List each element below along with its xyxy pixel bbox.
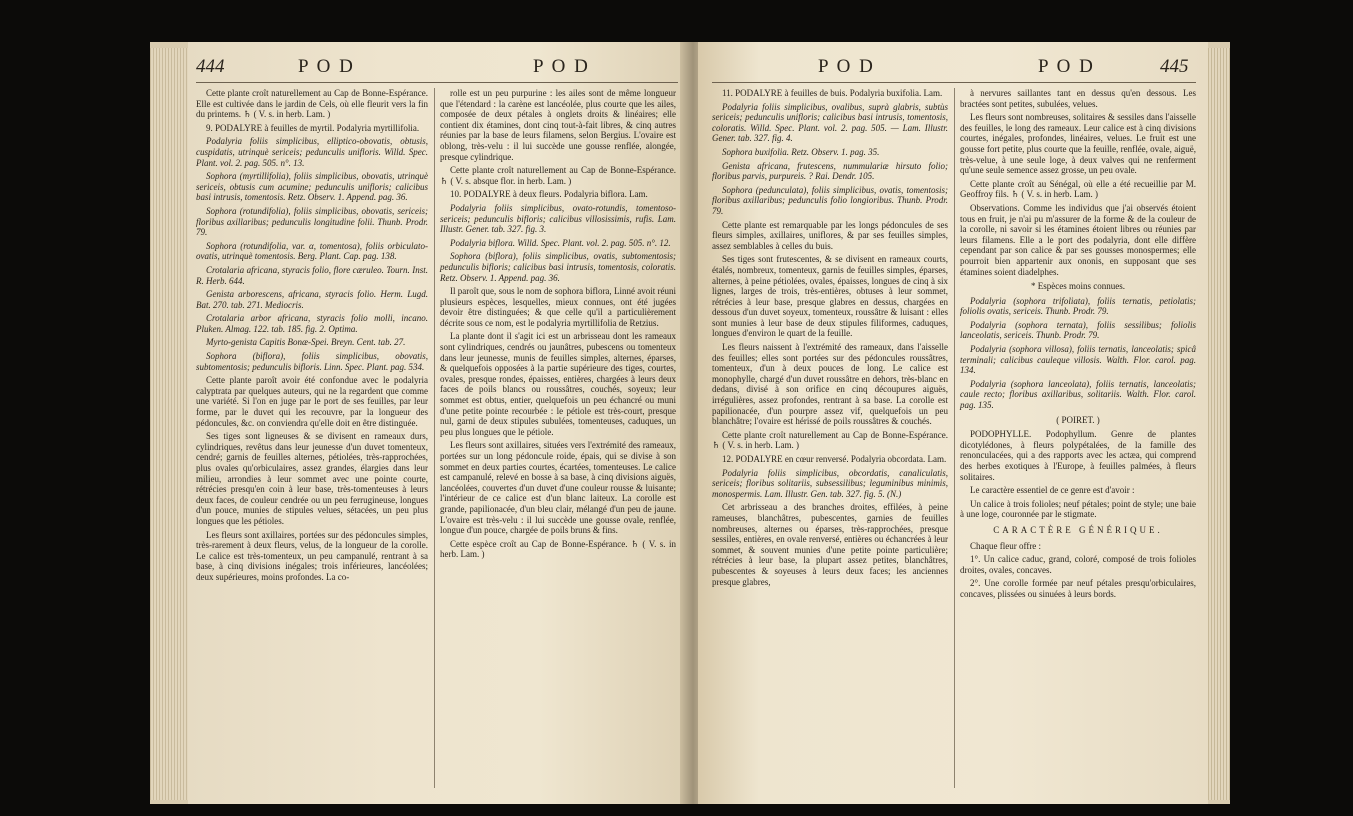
paragraph: Cette plante croît naturellement au Cap de Bonne-Espérance. Elle est cultivée dans le jardin de Cels, où elle fleurit vers la fin du printems. ♄ ( V. s. in herb. Lam. ) [196,88,428,120]
paragraph: Les fleurs sont axillaires, situées vers l'extrémité des rameaux, portées sur un long pédoncule roide, épais, qui se divise à son sommet en deux parties courtes, écartées, tomenteuses. Le calice est campanulé, relevé en bosse à sa base, à cinq divisions aiguës, lancéolées, couvertes d'un duvet d'une couleur rousse & luisante; l'intérieur de ce calice est d'un blanc laiteux. La corolle est grande, papilionacée, d'un bleu clair, mélangé d'un peu de jaune. L'ovaire est très-velu : il lui succède une gousse ovale, renflée, longue d'un pouce, chargée de poils bruns & fins. [440,440,676,536]
paragraph: Sophora (myrtillifolia), foliis simplicibus, obovatis, utrinquè sericeis, obtusis cum acumine; pedunculis unifloris; calicibus basi intrusis, tomentosis. Retz. Observ. 1. Append. pag. 36. [196,171,428,203]
paragraph: Chaque fleur offre : [970,540,1042,551]
paragraph: Podalyria biflora. Willd. Spec. Plant. vol. 2. pag. 505. n°. 12. [450,237,671,248]
paragraph: Podalyria (sophora lanceolata), foliis ternatis, lanceolatis; caule recto; floribus axillaribus, solitariis. Walth. Flor. carol. pag. 135. [960,378,1196,411]
paragraph: Cette plante croît naturellement au Cap de Bonne-Espérance. ♄ ( V. s. in herb. Lam. ) [712,429,948,451]
paragraph: 10. PODALYRE à deux fleurs. Podalyria biflora. Lam. [450,189,648,200]
column-divider-right [954,88,955,788]
paragraph: 1°. Un calice caduc, grand, coloré, composé de trois folioles droites, ovales, concaves. [960,554,1196,575]
right-page-column-1 [712,88,948,590]
paragraph: Un calice à trois folioles; neuf pétales; point de style; une baie à une loge, couronnée par le stigmate. [960,498,1196,520]
paragraph: Ses tiges sont ligneuses & se divisent en rameaux durs, cylindriques, revêtus dans leur jeunesse d'un duvet tomenteux, cendré; garnis de feuilles alternes, pétiolées, très-rapprochées, plus ovales qu'orbiculaires, assez grandes, élargies dans leur milieu, arrondies à leur sommet avec une pointe courte, rétrécies presqu'en coin à leur base, très-tomenteuses à leurs deux faces, de couleur cendrée ou un peu ferrugineuse, longues d'un pouce, munies de stipules velues, sétacées, un peu plus longues que les pétioles. [196,431,428,526]
paragraph: Crotalaria arbor africana, styracis folio molli, incano. Pluken. Almag. 122. tab. 185. fig. 2. Optima. [196,313,428,334]
paragraph: Le caractère essentiel de ce genre est d'avoir : [970,485,1135,496]
paragraph: Les fleurs sont nombreuses, solitaires & sessiles dans l'aisselle des feuilles, le long des rameaux. Leur calice est à cinq divisions courtes, inégales, profondes, linéaires, velues. Le fruit est une gousse fort petite, plus courte que la feuille, renflée, ovale, aiguë, très-velue, à une seule loge, à deux valves qui ne renferment qu'une seule semence assez grosse, un peu ovale. [960,112,1196,176]
running-header-right-2: P O D [1038,56,1095,77]
paragraph: Crotalaria africana, styracis folio, flore cæruleo. Tourn. Inst. R. Herb. 644. [196,264,428,286]
page-number-left: 444 [196,56,225,77]
left-page-column-1 [196,88,428,586]
right-page [698,42,1208,804]
column-divider-left [434,88,435,788]
paragraph: * Espèces moins connues. [1031,281,1125,292]
paragraph: ( POIRET. ) [1056,414,1100,425]
paragraph: Podalyria foliis simplicibus, ovalibus, suprà glabris, subtùs sericeis; pedunculis unifloris; calicibus basi intrusis, tomentosis, coloratis. Willd. Spec. Plant. vol. 2. pag. 505. — Lam. Illustr. Gener. tab. 327. fig. 4. [712,101,948,144]
page-edges-right [1206,48,1230,800]
paragraph: Myrto-genista Capitis Bonæ-Spei. Breyn. Cent. tab. 27. [206,337,406,348]
paragraph: Cette espèce croît au Cap de Bonne-Espérance. ♄ ( V. s. in herb. Lam. ) [440,538,676,560]
page-number-right: 445 [1160,56,1189,77]
paragraph: Sophora (rotundifolia, var. α, tomentosa), foliis orbiculato-ovatis, utrinquè tomentosis. Berg. Plant. Cap. pag. 138. [196,240,428,262]
paragraph: Podalyria foliis simplicibus, ovato-rotundis, tomentoso-sericeis; pedunculis bifloris; calicibus villosissimis, rufis. Lam. Illustr. Gener. tab. 327. fig. 3. [440,202,676,235]
paragraph: Podalyria (sophora ternata), foliis sessilibus; foliolis lanceolatis, sericeis. Thunb. Prodr. 79. [960,319,1196,341]
paragraph: 12. PODALYRE en cœur renversé. Podalyria obcordata. Lam. [722,454,947,464]
paragraph: PODOPHYLLE. Podophyllum. Genre de plantes dicotylédones, à fleurs polypétalées, de la famille des renonculacées, qui a des rapports avec les actæa, qui comprend des herbes exotiques à l'Europe, à feuilles palmées, à fleurs solitaires. [960,429,1196,482]
running-header-left-1: P O D [298,56,355,77]
paragraph: Podalyria foliis simplicibus, elliptico-obovatis, obtusis, cuspidatis, utrinquè sericeis; pedunculis unifloris. Willd. Spec. Plant. vol. 2. pag. 505. n°. 13. [196,136,428,168]
paragraph: Podalyria foliis simplicibus, obcordatis, canaliculatis, sericeis; floribus solitariis, subsessilibus; leguminibus minimis, monospermis. Lam. Illustr. Gen. tab. 327. fig. 5. (N.) [712,467,948,499]
running-header-left-2: P O D [533,56,590,77]
paragraph: Sophora (rotundifolia), foliis simplicibus, obovatis, sericeis; floribus axillaribus; pedunculis longitudine folii. Thunb. Prodr. 79. [196,205,428,238]
paragraph: 9. PODALYRE à feuilles de myrtil. Podalyria myrtillifolia. [206,122,420,133]
paragraph: Les fleurs sont axillaires, portées sur des pédoncules simples, très-rarement à deux fleurs, velus, de la longueur de la corolle. Le calice est très-tomenteux, un peu campanulé, rentrant à sa base, à cinq divisions inégales; trois inférieures, lancéolées; deux supérieures, moins profondes. La co- [196,529,428,582]
paragraph: Cette plante est remarquable par les longs pédoncules de ses fleurs simples, axillaires, uniflores, & par ses feuilles simples, assez semblables à celles du buis. [712,219,948,251]
open-book [150,42,1230,804]
right-page-column-2 [960,88,1196,603]
paragraph: Sophora (biflora), foliis simplicibus, ovatis, subtomentosis; pedunculis bifloris; calicibus basi intrusis, tomentosis, coloratis. Retz. Observ. 1. Append. pag. 36. [440,251,676,283]
paragraph: Cet arbrisseau a des branches droites, effilées, à peine rameuses, blanchâtres, pubescentes, garnies de feuilles nombreuses, alternes ou éparses, très-rapprochées, presque sessiles, entières, en ovale renversé, entières ou échancrées à leur sommet, & souvent munies d'une petite pointe particulière; rétrécies à leur base, la plupart assez petites, blanchâtres, pubescentes & soyeuses à leurs deux faces; les anciennes presque glabres, [712,502,948,587]
page-edges-left [150,48,190,800]
paragraph: 11. PODALYRE à feuilles de buis. Podalyria buxifolia. Lam. [722,88,943,98]
paragraph: à nervures saillantes tant en dessus qu'en dessous. Les bractées sont petites, subulées, velues. [960,88,1196,109]
paragraph: Observations. Comme les individus que j'ai observés étoient tous en fruit, je n'ai pu m'assurer de la forme & de la couleur de la corolle, ni savoir si les étamines étoient libres ou réunies par leurs filamens. Elle a le port des podalyria, dont elle diffère cependant par son calice & par ses gousses monospermes; elle pourroit bien appartenir aux ononis, en supposant que ses étamines soient diadelphes. [960,202,1196,277]
left-page [188,42,688,804]
paragraph: CARACTÈRE GÉNÉRIQUE. [993,524,1163,535]
paragraph: Genista arborescens, africana, styracis folio. Herm. Lugd. Bat. 270. tab. 271. Mediocris. [196,289,428,310]
paragraph: Cette plante croît au Sénégal, où elle a été recueillie par M. Geoffroy fils. ♄ ( V. s. in herb. Lam. ) [960,178,1196,200]
paragraph: Cette plante croît naturellement au Cap de Bonne-Espérance. ♄ ( V. s. absque flor. in herb. Lam. ) [440,165,676,186]
paragraph: Ses tiges sont frutescentes, & se divisent en rameaux courts, étalés, nombreux, tomenteux, garnis de feuilles simples, éparses, alternes, à peine pétiolées, ovales, épaisses, longues de cinq à six lignes, larges de trois, très-entières, obtuses à leur sommet, rétrécies à leur base, presque glabres en dessus, chargées en dessous d'un duvet soyeux, tomenteux, roussâtre & luisant : elles sont munies à leur base de deux stipules filiformes, caduques, longues d'environ le quart de la feuille. [712,254,948,339]
header-rule-left [196,82,678,83]
left-page-column-2 [440,88,676,563]
paragraph: 2°. Une corolle formée par neuf pétales presqu'orbiculaires, concaves, plissées ou sinuées à leurs bords. [960,578,1196,599]
paragraph: Sophora buxifolia. Retz. Observ. 1. pag. 35. [722,146,880,157]
paragraph: Sophora (biflora), foliis simplicibus, obovatis, subtomentosis; pedunculis bifloris. Linn. Spec. Plant. pag. 534. [196,351,428,372]
running-header-right-1: P O D [818,56,875,77]
paragraph: Genista africana, frutescens, nummulariæ hirsuto folio; floribus parvis, purpureis. ? Rai. Dendr. 105. [712,160,948,182]
header-rule-right [712,82,1196,83]
paragraph: Les fleurs naissent à l'extrémité des rameaux, dans l'aisselle des feuilles; elles sont portées sur des pédoncules roussâtres, tomenteux, d'un à deux pouces de long. Le calice est monophylle, chargé d'un duvet roussâtre en dehors, très-blanc en dedans, divisé à son orifice en cinq découpures aiguës, irrégulières, assez profondes, rentrant à sa base. La corolle est papilionacée, d'un pourpre assez vif, quelquefois un peu blanchâtre; l'ovaire est hérissé de poils roussâtres & couchés. [712,342,948,427]
paragraph: Podalyria (sophora trifoliata), foliis ternatis, petiolatis; foliolis ovatis, sericeis. Thunb. Prodr. 79. [960,295,1196,317]
paragraph: Il paroît que, sous le nom de sophora biflora, Linné avoit réuni plusieurs espèces, lesquelles, mieux connues, ont été jugées devoir être distinguées; & que celle qu'il a particulièrement décrite sous ce nom, est le podalyria myrtillifolia de Retzius. [440,286,676,328]
paragraph: Cette plante paroît avoir été confondue avec le podalyria calyptrata par quelques auteurs, qui ne la regardent que comme une variété. Si l'on en juge par le port de ses feuilles, par leur forme, par le duvet qui les recouvre, par la longueur des pédoncules, &c. on conviendra qu'elle doit en être distinguée. [196,375,428,428]
paragraph: La plante dont il s'agit ici est un arbrisseau dont les rameaux sont cylindriques, cendrés ou jaunâtres, pubescens ou tomenteux dans leur jeunesse, munis de feuilles simples, alternes, éparses, & quelquefois opposées à la partie supérieure des tiges, courtes, ovales, presque rondes, épaisses, entières, chargées à leurs deux faces de poils blancs ou roussâtres, couchés, soyeux; leur sommet est obtus, entier, quelquefois un peu échancré ou muni d'une petite pointe recourbée : le pétiole est très-court, presque nul, garni de deux stipules subulées, tomenteuses, caduques, un peu plus longues que le pétiole. [440,331,676,437]
paragraph: Sophora (pedunculata), foliis simplicibus, ovatis, tomentosis; floribus axillaribus; pedunculis folio longioribus. Thunb. Prodr. 79. [712,184,948,216]
paragraph: rolle est un peu purpurine : les ailes sont de même longueur que l'étendard : la carène est lancéolée, plus courte que les ailes, composée de deux pétales à onglets droits & linéaires; elle contient dix étamines, dont cinq tout-à-fait libres, & cinq autres réunies par la base de leurs filamens, selon Bergius. L'ovaire est oblong, très-velu : il lui succède une gousse renflée, alongée, presque cylindrique. [440,88,676,162]
paragraph: Podalyria (sophora villosa), foliis ternatis, lanceolatis; spicâ terminali; calicibus cauleque villosis. Walth. Flor. carol. pag. 134. [960,344,1196,376]
